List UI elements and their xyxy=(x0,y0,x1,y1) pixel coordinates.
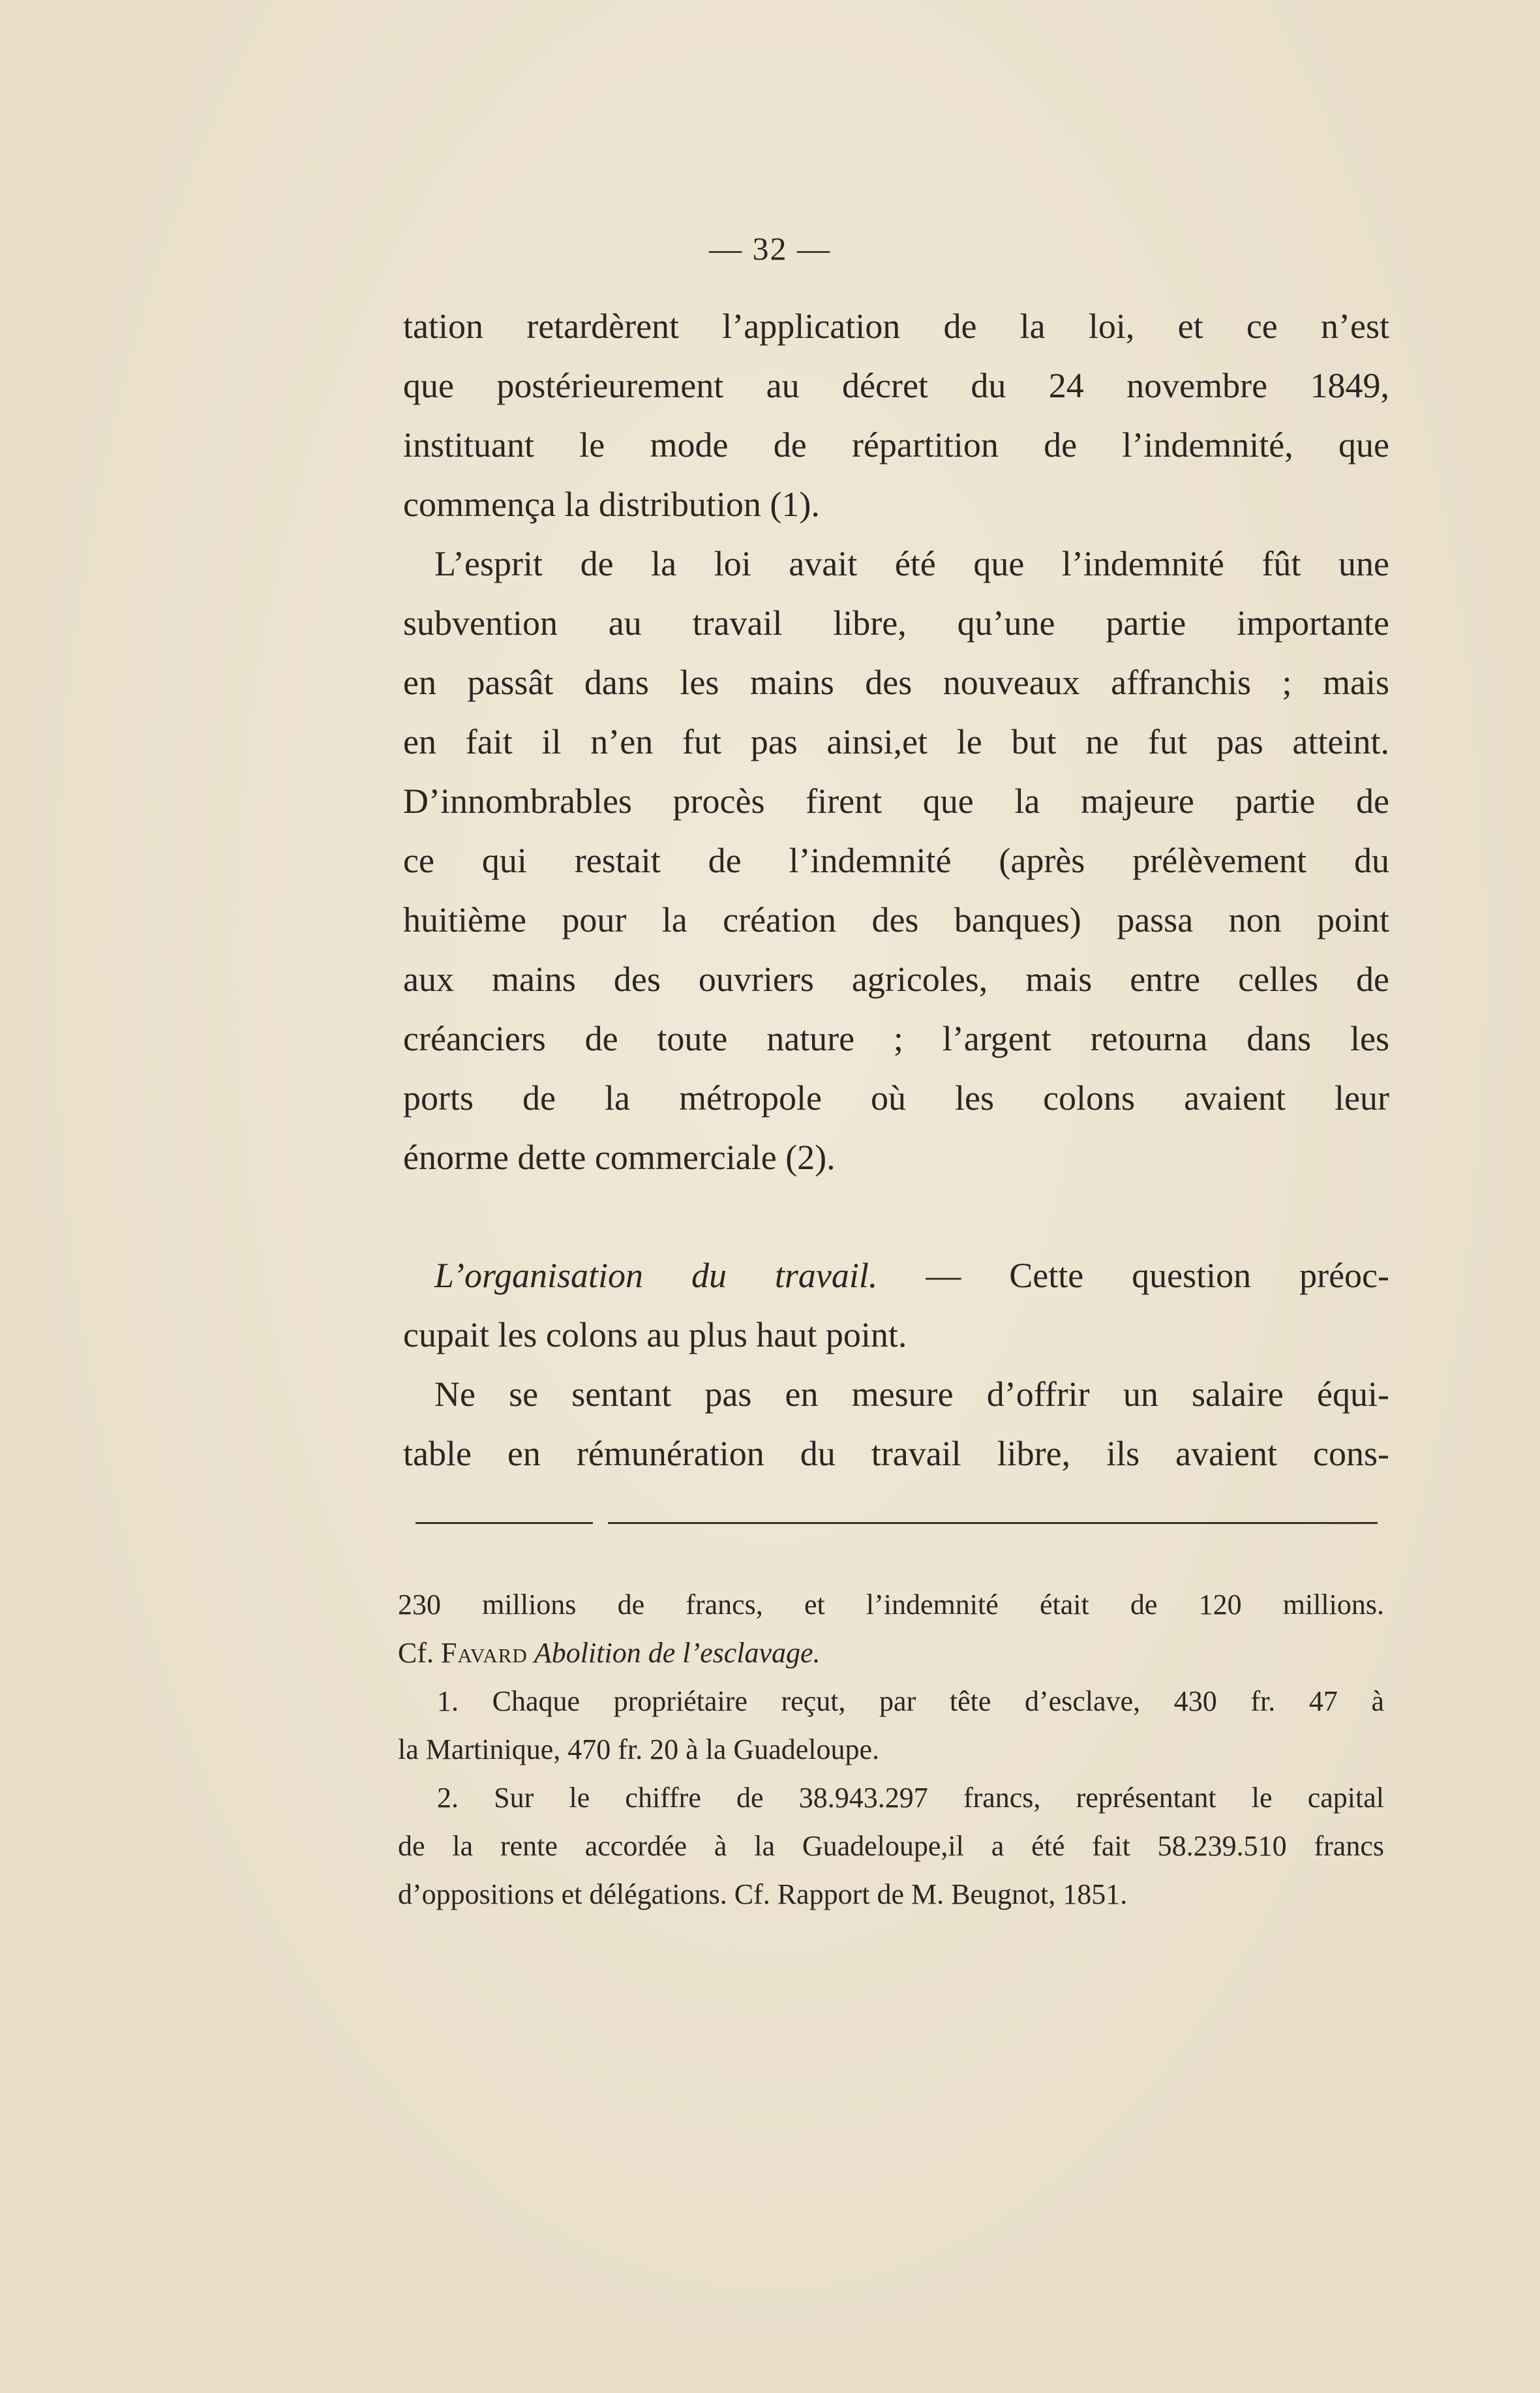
text-line: en fait il n’en fut pas ainsi,et le but ne fut pas atteint. xyxy=(403,722,1389,761)
section-heading-line xyxy=(403,1246,1389,1305)
text-line: L’esprit de la loi avait été que l’indemnité fût une xyxy=(434,544,1389,583)
text-line: ports de la métropole où les colons avaient leur xyxy=(403,1078,1389,1118)
text-line: énorme dette commerciale (2). xyxy=(403,1138,836,1177)
section-heading-rest: — Cette question préoc- xyxy=(877,1256,1389,1295)
text-line: instituant le mode de répartition de l’indemnité, que xyxy=(403,425,1389,465)
text-line: huitième pour la création des banques) passa non point xyxy=(403,900,1389,939)
citation-title: Abolition de l’esclavage. xyxy=(527,1637,821,1669)
text-line: D’innombrables procès firent que la majeure partie de xyxy=(403,782,1389,821)
footnote-line: la Martinique, 470 fr. 20 à la Guadeloupe. xyxy=(398,1733,880,1765)
text-line: tation retardèrent l’application de la loi, et ce n’est xyxy=(403,307,1389,346)
footnote-separator-short xyxy=(415,1522,593,1524)
footnote-citation-line xyxy=(398,1629,1384,1677)
citation-prefix: Cf. xyxy=(398,1637,441,1669)
text-line: cupait les colons au plus haut point. xyxy=(403,1315,907,1354)
text-line: aux mains des ouvriers agricoles, mais entre celles de xyxy=(403,960,1389,999)
text-line: ce qui restait de l’indemnité (après prélèvement du xyxy=(403,841,1389,880)
footnote-line: 230 millions de francs, et l’indemnité était de 120 millions. xyxy=(398,1589,1384,1621)
section-heading: L’organisation du travail. xyxy=(434,1256,878,1295)
text-line: table en rémunération du travail libre, ils avaient cons- xyxy=(403,1434,1389,1473)
text-line: que postérieurement au décret du 24 novembre 1849, xyxy=(403,366,1389,405)
page-number: — 32 — xyxy=(709,230,831,267)
main-text xyxy=(403,297,1389,1484)
footnote-separator-long xyxy=(608,1522,1378,1524)
text-line: subvention au travail libre, qu’une partie importante xyxy=(403,603,1389,643)
citation-author: Favard xyxy=(441,1637,528,1669)
footnote-line: de la rente accordée à la Guadeloupe,il a été fait 58.239.510 francs xyxy=(398,1830,1384,1862)
footnotes xyxy=(398,1581,1384,1919)
footnote-1: 1. Chaque propriétaire reçut, par tête d’esclave, 430 fr. 47 à xyxy=(437,1685,1384,1717)
footnote-line: d’oppositions et délégations. Cf. Rapport de M. Beugnot, 1851. xyxy=(398,1878,1128,1910)
text-line: commença la distribution (1). xyxy=(403,485,820,524)
footnote-2: 2. Sur le chiffre de 38.943.297 francs, représentant le capital xyxy=(437,1782,1384,1814)
text-line: en passât dans les mains des nouveaux affranchis ; mais xyxy=(403,663,1389,702)
text-line: créanciers de toute nature ; l’argent retourna dans les xyxy=(403,1019,1389,1058)
paragraph-gap xyxy=(403,1187,1389,1246)
text-line: Ne se sentant pas en mesure d’offrir un salaire équi- xyxy=(434,1375,1389,1414)
